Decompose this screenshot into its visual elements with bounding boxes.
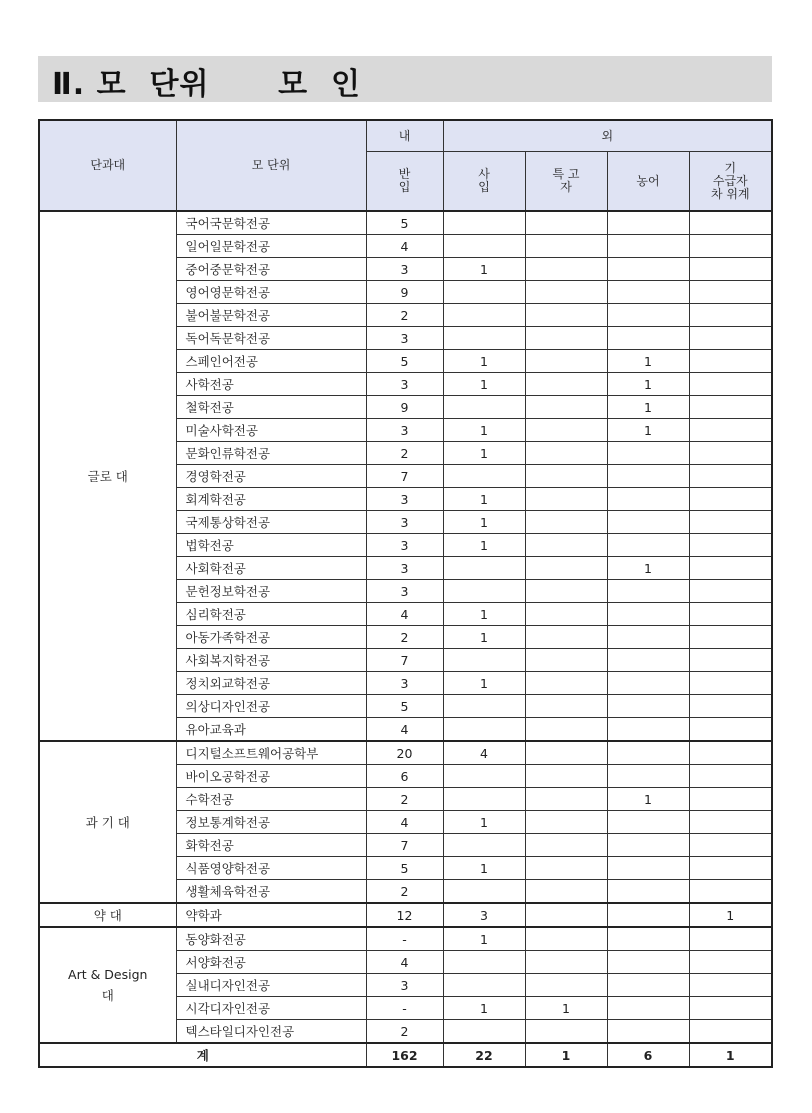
- unit-cell: 아동가족학전공: [176, 626, 366, 649]
- section-title-bar: [38, 56, 772, 102]
- value-cell: [443, 465, 525, 488]
- unit-cell: 사회복지학전공: [176, 649, 366, 672]
- value-cell: 3: [366, 258, 443, 281]
- value-cell: 2: [366, 304, 443, 327]
- value-cell: [689, 718, 772, 742]
- unit-cell: 회계학전공: [176, 488, 366, 511]
- header-sub-3: 특 고 자: [525, 152, 607, 212]
- value-cell: [689, 557, 772, 580]
- value-cell: [689, 281, 772, 304]
- unit-cell: 유아교육과: [176, 718, 366, 742]
- value-cell: 3: [366, 419, 443, 442]
- value-cell: 1: [443, 672, 525, 695]
- header-college: 단과대: [39, 120, 176, 211]
- value-cell: [689, 211, 772, 235]
- value-cell: [443, 951, 525, 974]
- unit-cell: 식품영양학전공: [176, 857, 366, 880]
- value-cell: 1: [443, 511, 525, 534]
- value-cell: 1: [443, 927, 525, 951]
- value-cell: [525, 951, 607, 974]
- value-cell: [525, 695, 607, 718]
- value-cell: 2: [366, 880, 443, 904]
- value-cell: [443, 557, 525, 580]
- value-cell: [607, 281, 689, 304]
- value-cell: [689, 857, 772, 880]
- value-cell: [607, 465, 689, 488]
- value-cell: [607, 718, 689, 742]
- header-sub-5: 기 수급자 차 위계: [689, 152, 772, 212]
- value-cell: [607, 626, 689, 649]
- value-cell: [443, 1020, 525, 1044]
- unit-cell: 실내디자인전공: [176, 974, 366, 997]
- value-cell: 9: [366, 281, 443, 304]
- value-cell: 9: [366, 396, 443, 419]
- value-cell: 20: [366, 741, 443, 765]
- unit-cell: 수학전공: [176, 788, 366, 811]
- value-cell: [607, 511, 689, 534]
- value-cell: [607, 488, 689, 511]
- section-title: Ⅱ. 모 단위 모 인: [52, 67, 361, 102]
- unit-cell: 텍스타일디자인전공: [176, 1020, 366, 1044]
- value-cell: 3: [366, 580, 443, 603]
- value-cell: 2: [366, 788, 443, 811]
- header-sub-1: 반 입: [366, 152, 443, 212]
- value-cell: [607, 672, 689, 695]
- value-cell: [525, 534, 607, 557]
- table-header: [39, 120, 772, 211]
- value-cell: 1: [607, 419, 689, 442]
- value-cell: 7: [366, 465, 443, 488]
- value-cell: [689, 258, 772, 281]
- value-cell: [689, 1020, 772, 1044]
- unit-cell: 동양화전공: [176, 927, 366, 951]
- unit-cell: 정치외교학전공: [176, 672, 366, 695]
- unit-cell: 의상디자인전공: [176, 695, 366, 718]
- value-cell: [525, 903, 607, 927]
- table-row: [39, 927, 772, 951]
- value-cell: [443, 327, 525, 350]
- unit-cell: 법학전공: [176, 534, 366, 557]
- value-cell: [443, 974, 525, 997]
- value-cell: 2: [366, 626, 443, 649]
- value-cell: [689, 235, 772, 258]
- unit-cell: 생활체육학전공: [176, 880, 366, 904]
- unit-cell: 미술사학전공: [176, 419, 366, 442]
- unit-cell: 문화인류학전공: [176, 442, 366, 465]
- header-sub-4: 농어: [607, 152, 689, 212]
- unit-cell: 영어영문학전공: [176, 281, 366, 304]
- unit-cell: 독어독문학전공: [176, 327, 366, 350]
- total-value-cell: 1: [525, 1043, 607, 1067]
- value-cell: [525, 603, 607, 626]
- value-cell: [607, 811, 689, 834]
- value-cell: 4: [443, 741, 525, 765]
- value-cell: [607, 927, 689, 951]
- value-cell: 1: [443, 373, 525, 396]
- table-row: [39, 903, 772, 927]
- header-sub-2: 사 입: [443, 152, 525, 212]
- value-cell: 1: [607, 350, 689, 373]
- value-cell: [607, 974, 689, 997]
- value-cell: [689, 927, 772, 951]
- value-cell: [689, 672, 772, 695]
- value-cell: [525, 880, 607, 904]
- value-cell: [443, 834, 525, 857]
- admissions-table: [38, 119, 773, 1068]
- value-cell: [689, 511, 772, 534]
- value-cell: [607, 580, 689, 603]
- value-cell: [607, 834, 689, 857]
- value-cell: [525, 235, 607, 258]
- header-inner-group: 내: [366, 120, 443, 152]
- unit-cell: 바이오공학전공: [176, 765, 366, 788]
- value-cell: [607, 235, 689, 258]
- value-cell: [689, 741, 772, 765]
- value-cell: 3: [366, 327, 443, 350]
- value-cell: 5: [366, 350, 443, 373]
- value-cell: [525, 788, 607, 811]
- value-cell: [525, 974, 607, 997]
- value-cell: [525, 834, 607, 857]
- value-cell: [607, 442, 689, 465]
- value-cell: [525, 211, 607, 235]
- value-cell: [443, 649, 525, 672]
- value-cell: [607, 880, 689, 904]
- unit-cell: 정보통계학전공: [176, 811, 366, 834]
- value-cell: 7: [366, 834, 443, 857]
- value-cell: 3: [366, 557, 443, 580]
- unit-cell: 불어불문학전공: [176, 304, 366, 327]
- value-cell: [525, 580, 607, 603]
- value-cell: 1: [607, 557, 689, 580]
- value-cell: [689, 834, 772, 857]
- unit-cell: 중어중문학전공: [176, 258, 366, 281]
- value-cell: 4: [366, 603, 443, 626]
- college-cell: Art & Design 대: [39, 927, 176, 1043]
- value-cell: [607, 765, 689, 788]
- unit-cell: 국어국문학전공: [176, 211, 366, 235]
- total-value-cell: 162: [366, 1043, 443, 1067]
- value-cell: [525, 488, 607, 511]
- value-cell: [443, 580, 525, 603]
- value-cell: [689, 327, 772, 350]
- value-cell: 5: [366, 695, 443, 718]
- value-cell: [689, 811, 772, 834]
- unit-cell: 경영학전공: [176, 465, 366, 488]
- value-cell: [525, 1020, 607, 1044]
- value-cell: [443, 788, 525, 811]
- value-cell: [443, 304, 525, 327]
- college-cell: 과 기 대: [39, 741, 176, 903]
- value-cell: [689, 534, 772, 557]
- unit-cell: 사회학전공: [176, 557, 366, 580]
- value-cell: 4: [366, 235, 443, 258]
- unit-cell: 문헌정보학전공: [176, 580, 366, 603]
- value-cell: 1: [525, 997, 607, 1020]
- value-cell: [689, 350, 772, 373]
- value-cell: 4: [366, 718, 443, 742]
- value-cell: [443, 396, 525, 419]
- value-cell: 1: [443, 442, 525, 465]
- value-cell: 1: [443, 419, 525, 442]
- value-cell: 1: [607, 373, 689, 396]
- value-cell: 3: [366, 488, 443, 511]
- value-cell: [525, 281, 607, 304]
- value-cell: [525, 672, 607, 695]
- value-cell: [525, 649, 607, 672]
- value-cell: 2: [366, 442, 443, 465]
- value-cell: [443, 718, 525, 742]
- value-cell: [443, 765, 525, 788]
- value-cell: [689, 419, 772, 442]
- value-cell: -: [366, 927, 443, 951]
- value-cell: [525, 304, 607, 327]
- value-cell: [443, 880, 525, 904]
- value-cell: [525, 373, 607, 396]
- value-cell: 4: [366, 811, 443, 834]
- value-cell: [607, 997, 689, 1020]
- value-cell: [525, 765, 607, 788]
- value-cell: [525, 626, 607, 649]
- value-cell: [443, 235, 525, 258]
- value-cell: [607, 695, 689, 718]
- table-row: [39, 211, 772, 235]
- value-cell: [689, 465, 772, 488]
- value-cell: 1: [607, 788, 689, 811]
- value-cell: 3: [366, 373, 443, 396]
- unit-cell: 서양화전공: [176, 951, 366, 974]
- unit-cell: 시각디자인전공: [176, 997, 366, 1020]
- value-cell: [689, 304, 772, 327]
- value-cell: [689, 788, 772, 811]
- unit-cell: 심리학전공: [176, 603, 366, 626]
- unit-cell: 사학전공: [176, 373, 366, 396]
- value-cell: 1: [443, 811, 525, 834]
- value-cell: [689, 488, 772, 511]
- value-cell: [525, 327, 607, 350]
- total-value-cell: 1: [689, 1043, 772, 1067]
- value-cell: [525, 258, 607, 281]
- value-cell: [689, 649, 772, 672]
- value-cell: [607, 951, 689, 974]
- value-cell: [525, 396, 607, 419]
- value-cell: 3: [443, 903, 525, 927]
- value-cell: [525, 857, 607, 880]
- value-cell: [607, 741, 689, 765]
- value-cell: 3: [366, 511, 443, 534]
- value-cell: [607, 1020, 689, 1044]
- value-cell: [443, 281, 525, 304]
- value-cell: 1: [443, 603, 525, 626]
- value-cell: [525, 419, 607, 442]
- value-cell: [607, 649, 689, 672]
- value-cell: 1: [443, 997, 525, 1020]
- value-cell: [525, 927, 607, 951]
- total-label: 계: [39, 1043, 366, 1067]
- value-cell: 1: [689, 903, 772, 927]
- value-cell: [443, 695, 525, 718]
- total-value-cell: 22: [443, 1043, 525, 1067]
- value-cell: 1: [443, 258, 525, 281]
- value-cell: 3: [366, 534, 443, 557]
- value-cell: [689, 626, 772, 649]
- value-cell: [689, 695, 772, 718]
- value-cell: [689, 880, 772, 904]
- value-cell: [607, 603, 689, 626]
- value-cell: [689, 765, 772, 788]
- value-cell: [607, 211, 689, 235]
- unit-cell: 일어일문학전공: [176, 235, 366, 258]
- value-cell: 3: [366, 672, 443, 695]
- value-cell: [525, 557, 607, 580]
- table-row: [39, 741, 772, 765]
- value-cell: [607, 857, 689, 880]
- unit-cell: 디지털소프트웨어공학부: [176, 741, 366, 765]
- unit-cell: 약학과: [176, 903, 366, 927]
- value-cell: [689, 373, 772, 396]
- value-cell: [689, 997, 772, 1020]
- value-cell: 1: [443, 857, 525, 880]
- total-row: [39, 1043, 772, 1067]
- value-cell: 2: [366, 1020, 443, 1044]
- value-cell: 1: [607, 396, 689, 419]
- value-cell: 1: [443, 488, 525, 511]
- unit-cell: 스페인어전공: [176, 350, 366, 373]
- value-cell: [689, 580, 772, 603]
- value-cell: [525, 811, 607, 834]
- value-cell: [607, 304, 689, 327]
- value-cell: [525, 741, 607, 765]
- value-cell: [525, 350, 607, 373]
- value-cell: 4: [366, 951, 443, 974]
- value-cell: [607, 534, 689, 557]
- value-cell: [689, 974, 772, 997]
- value-cell: 5: [366, 857, 443, 880]
- value-cell: [607, 903, 689, 927]
- header-unit: 모 단위: [176, 120, 366, 211]
- value-cell: [689, 442, 772, 465]
- value-cell: [689, 396, 772, 419]
- college-cell: 약 대: [39, 903, 176, 927]
- value-cell: [525, 511, 607, 534]
- total-value-cell: 6: [607, 1043, 689, 1067]
- header-outer-group: 외: [443, 120, 772, 152]
- value-cell: [525, 442, 607, 465]
- value-cell: -: [366, 997, 443, 1020]
- value-cell: 6: [366, 765, 443, 788]
- value-cell: 12: [366, 903, 443, 927]
- value-cell: 7: [366, 649, 443, 672]
- value-cell: 1: [443, 626, 525, 649]
- value-cell: [525, 718, 607, 742]
- unit-cell: 국제통상학전공: [176, 511, 366, 534]
- college-cell: 글로 대: [39, 211, 176, 741]
- value-cell: 3: [366, 974, 443, 997]
- value-cell: 1: [443, 534, 525, 557]
- value-cell: 5: [366, 211, 443, 235]
- unit-cell: 화학전공: [176, 834, 366, 857]
- value-cell: [443, 211, 525, 235]
- value-cell: [607, 258, 689, 281]
- value-cell: [525, 465, 607, 488]
- value-cell: [689, 603, 772, 626]
- value-cell: [689, 951, 772, 974]
- unit-cell: 철학전공: [176, 396, 366, 419]
- value-cell: 1: [443, 350, 525, 373]
- table-body: [39, 211, 772, 1067]
- value-cell: [607, 327, 689, 350]
